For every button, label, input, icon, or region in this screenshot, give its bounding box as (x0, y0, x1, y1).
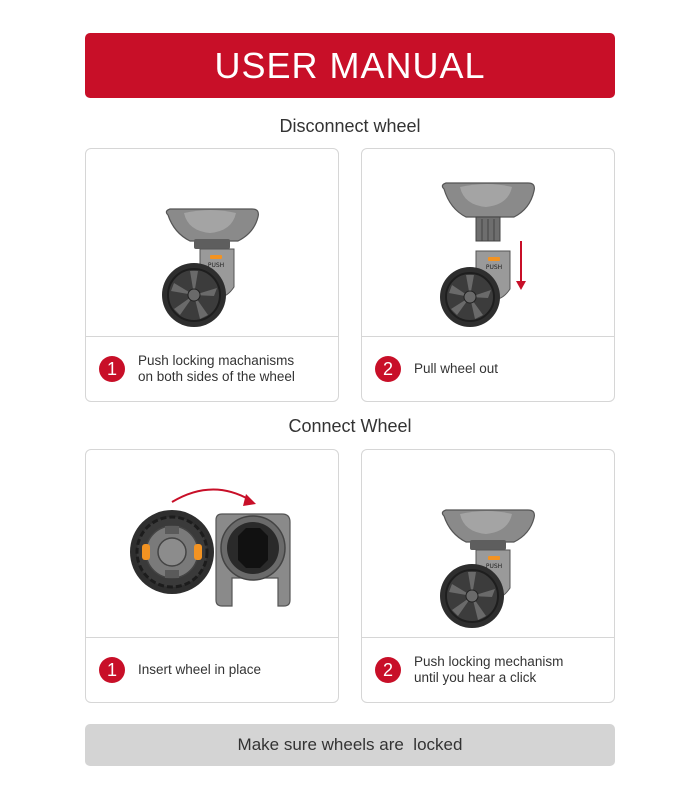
step-text (414, 361, 498, 377)
manual-title: USER MANUAL (214, 44, 486, 86)
step-caption (362, 337, 614, 401)
step-text-line: Push locking mechanism (414, 654, 564, 669)
step-number-badge: 2 (375, 356, 401, 382)
down-arrow-icon (516, 241, 526, 290)
step-text-line: on both sides of the wheel (138, 369, 295, 384)
curved-arrow-icon (172, 489, 256, 506)
step-text-line: until you hear a click (414, 670, 537, 685)
step-text (138, 662, 261, 678)
step-card-connect-2 (361, 449, 615, 703)
step-card-connect-1 (85, 449, 339, 703)
step-number-badge: 1 (99, 356, 125, 382)
step-caption (86, 337, 338, 401)
push-label: PUSH (485, 264, 503, 271)
step-number-badge: 2 (375, 657, 401, 683)
manual-title-banner (85, 33, 615, 98)
locked-reminder-text: Make sure wheels are locked (237, 735, 463, 754)
section-title-connect: Connect Wheel (288, 416, 412, 436)
step-caption (86, 638, 338, 702)
step-text (138, 353, 295, 385)
wheel-click-lock-illustration (362, 450, 614, 636)
step-card-disconnect-1 (85, 148, 339, 402)
step-number-badge: 1 (99, 657, 125, 683)
locked-reminder-bar (85, 724, 615, 766)
push-label: PUSH (207, 262, 225, 269)
wheel-insert-illustration (86, 450, 338, 636)
step-text-line: Push locking machanisms (138, 353, 295, 368)
step-caption (362, 638, 614, 702)
wheel-push-lock-illustration (86, 149, 338, 335)
step-text (414, 654, 563, 686)
step-card-disconnect-2 (361, 148, 615, 402)
push-label: PUSH (485, 563, 503, 570)
step-text-line: Pull wheel out (414, 361, 499, 376)
step-text-line: Insert wheel in place (138, 662, 262, 677)
wheel-pull-out-illustration (362, 149, 614, 335)
section-title-disconnect: Disconnect wheel (279, 116, 421, 136)
